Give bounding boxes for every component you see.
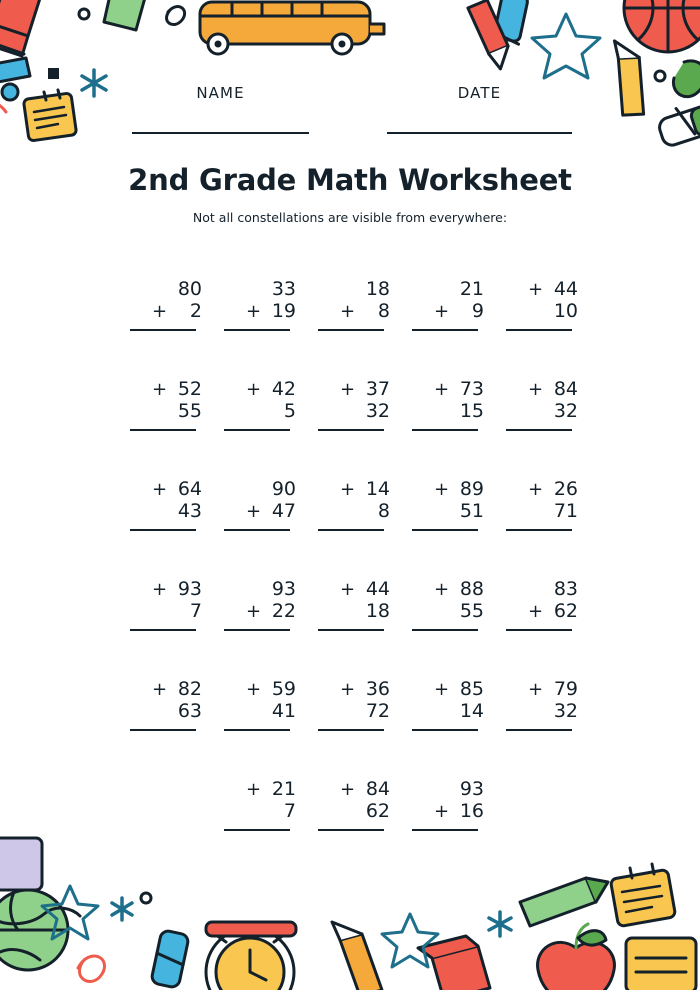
math-problem[interactable] [402,378,492,478]
math-problem[interactable] [308,278,398,378]
plus-operator-icon: + [528,601,544,622]
addend-top: 36 [365,678,390,700]
answer-line[interactable] [224,829,290,831]
addend-bottom: 5 [283,400,296,422]
plus-operator-icon: + [152,479,168,500]
addend-row [308,800,398,822]
addend-row [496,300,586,322]
addend-row [496,578,586,600]
addend-bottom: 10 [553,300,578,322]
plus-operator-icon: + [528,279,544,300]
addend-top: 21 [271,778,296,800]
answer-line[interactable] [318,329,384,331]
addend-row [120,278,210,300]
addend-row [120,578,210,600]
sparkle-icon [489,912,511,936]
math-problem[interactable] [496,378,586,478]
plus-operator-icon: + [434,301,450,322]
math-problem[interactable] [214,778,304,878]
addend-row [308,700,398,722]
problem-grid [118,278,588,878]
math-problem[interactable] [308,578,398,678]
crayon-icon [0,0,42,56]
addend-bottom: 16 [459,800,484,822]
addend-top: 64 [177,478,202,500]
addend-row [120,478,210,500]
answer-line[interactable] [224,529,290,531]
addend-bottom: 2 [189,300,202,322]
star-icon [532,14,600,78]
addend-top: 84 [365,778,390,800]
answer-line[interactable] [130,529,196,531]
addend-row [120,600,210,622]
plus-operator-icon: + [434,679,450,700]
addend-row [214,600,304,622]
dot-icon [655,71,665,81]
addend-row [120,300,210,322]
page-title: 2nd Grade Math Worksheet [128,163,572,197]
plus-operator-icon: + [246,501,262,522]
addend-row [402,800,492,822]
answer-line[interactable] [130,729,196,731]
eraser-icon [151,930,190,989]
math-problem[interactable] [308,478,398,578]
math-problem[interactable] [308,778,398,878]
addend-top: 93 [459,778,484,800]
math-problem[interactable] [120,578,210,678]
addend-row [496,600,586,622]
crayon-icon [520,878,608,926]
addend-bottom: 51 [459,500,484,522]
addend-row [308,600,398,622]
math-problem[interactable] [214,378,304,478]
addend-row [120,400,210,422]
addend-top: 44 [553,278,578,300]
math-problem[interactable] [496,578,586,678]
addend-top: 82 [177,678,202,700]
addend-row [214,500,304,522]
plus-operator-icon: + [246,779,262,800]
star-icon [382,914,438,967]
dot-icon [79,9,89,19]
addend-bottom: 15 [459,400,484,422]
pencil-icon [467,0,510,70]
answer-line[interactable] [412,429,478,431]
addend-bottom: 9 [471,300,484,322]
addend-row [496,478,586,500]
addend-row [402,700,492,722]
math-problem[interactable] [214,578,304,678]
plus-operator-icon: + [152,679,168,700]
addend-row [496,500,586,522]
addend-row [214,700,304,722]
date-field [387,84,572,134]
addend-bottom: 71 [553,500,578,522]
name-field [128,84,313,134]
answer-line[interactable] [130,329,196,331]
addend-row [308,578,398,600]
addend-row [120,678,210,700]
plus-operator-icon: + [340,779,356,800]
addend-row [214,478,304,500]
addend-row [402,600,492,622]
notepad-icon [610,864,675,927]
math-problem[interactable] [402,478,492,578]
addend-row [214,278,304,300]
plus-operator-icon: + [152,579,168,600]
name-write-line[interactable] [132,132,309,134]
addend-bottom: 8 [377,500,390,522]
answer-line[interactable] [224,729,290,731]
answer-line[interactable] [412,529,478,531]
answer-line[interactable] [412,829,478,831]
addend-row [402,578,492,600]
squiggle-icon [167,7,185,25]
plus-operator-icon: + [528,379,544,400]
plus-operator-icon: + [340,679,356,700]
worksheet-header [0,84,700,225]
addend-top: 21 [459,278,484,300]
addend-row [496,678,586,700]
addend-row [120,700,210,722]
addend-bottom: 32 [553,700,578,722]
addend-bottom: 55 [459,600,484,622]
addend-top: 93 [177,578,202,600]
addend-row [402,478,492,500]
date-label: DATE [457,84,502,102]
crayon-icon [104,0,146,30]
addend-row [402,278,492,300]
addend-row [214,578,304,600]
addend-bottom: 43 [177,500,202,522]
addend-row [308,278,398,300]
star-icon [42,886,98,939]
addend-top: 44 [365,578,390,600]
crayon-icon [418,936,490,990]
plus-operator-icon: + [152,379,168,400]
math-problem[interactable] [214,678,304,778]
addend-top: 33 [271,278,296,300]
addend-top: 89 [459,478,484,500]
math-problem[interactable] [120,678,210,778]
addend-top: 90 [271,478,296,500]
answer-line[interactable] [506,729,572,731]
date-write-line[interactable] [387,132,572,134]
addend-top: 80 [177,278,202,300]
addend-row [496,400,586,422]
addend-row [308,778,398,800]
addend-top: 73 [459,378,484,400]
basketball-icon [624,0,700,52]
page-subtitle: Not all constellations are visible from everywhere: [192,210,508,225]
alarm-clock-icon [206,922,296,990]
addend-row [402,678,492,700]
plus-operator-icon: + [246,301,262,322]
globe-icon [0,890,80,970]
addend-row [402,500,492,522]
name-label: NAME [196,84,245,102]
addend-row [214,300,304,322]
addend-row [120,378,210,400]
addend-top: 79 [553,678,578,700]
answer-line[interactable] [318,629,384,631]
addend-bottom: 32 [365,400,390,422]
math-problem[interactable] [308,378,398,478]
plus-operator-icon: + [152,301,168,322]
addend-bottom: 7 [189,600,202,622]
plus-operator-icon: + [434,479,450,500]
addend-row [402,400,492,422]
answer-line[interactable] [412,729,478,731]
plus-operator-icon: + [246,379,262,400]
answer-line[interactable] [318,829,384,831]
math-problem[interactable] [496,478,586,578]
math-problem[interactable] [402,778,492,878]
addend-row [214,678,304,700]
dot-icon [141,893,151,903]
addend-row [308,678,398,700]
addend-row [308,478,398,500]
plus-operator-icon: + [340,379,356,400]
addend-bottom: 63 [177,700,202,722]
answer-line[interactable] [224,329,290,331]
math-problem[interactable] [496,278,586,378]
addend-row [308,378,398,400]
math-problem[interactable] [402,278,492,378]
apple-icon [538,924,615,990]
addend-bottom: 19 [271,300,296,322]
addend-row [214,400,304,422]
plus-operator-icon: + [246,679,262,700]
math-problem[interactable] [214,278,304,378]
addend-bottom: 62 [553,600,578,622]
answer-line[interactable] [506,429,572,431]
addend-row [120,500,210,522]
addend-row [496,700,586,722]
addend-bottom: 72 [365,700,390,722]
addend-top: 84 [553,378,578,400]
addend-row [214,378,304,400]
addend-bottom: 22 [271,600,296,622]
bus-icon [200,2,384,54]
math-problem[interactable] [120,478,210,578]
addend-row [308,400,398,422]
addend-row [402,300,492,322]
pen-icon [494,0,529,44]
answer-line[interactable] [130,629,196,631]
plus-operator-icon: + [434,801,450,822]
answer-line[interactable] [318,529,384,531]
addend-top: 88 [459,578,484,600]
math-problem[interactable] [214,478,304,578]
answer-line[interactable] [412,629,478,631]
addend-row [214,800,304,822]
card-icon [626,938,696,990]
addend-bottom: 62 [365,800,390,822]
plus-operator-icon: + [528,679,544,700]
header-fields [0,84,700,134]
squiggle-icon [78,956,105,981]
plus-operator-icon: + [434,379,450,400]
addend-bottom: 55 [177,400,202,422]
addend-row [402,778,492,800]
answer-line[interactable] [506,529,572,531]
addend-bottom: 18 [365,600,390,622]
math-problem[interactable] [120,378,210,478]
answer-line[interactable] [224,429,290,431]
math-problem[interactable] [402,578,492,678]
answer-line[interactable] [412,329,478,331]
square-icon [48,68,59,79]
addend-top: 93 [271,578,296,600]
addend-row [402,378,492,400]
addend-bottom: 7 [283,800,296,822]
answer-line[interactable] [506,329,572,331]
card-icon [0,838,42,890]
addend-top: 26 [553,478,578,500]
addend-row [496,278,586,300]
addend-row [308,500,398,522]
answer-line[interactable] [224,629,290,631]
addend-top: 52 [177,378,202,400]
answer-line[interactable] [130,429,196,431]
addend-bottom: 32 [553,400,578,422]
answer-line[interactable] [506,629,572,631]
plus-operator-icon: + [528,479,544,500]
addend-row [496,378,586,400]
addend-top: 42 [271,378,296,400]
addend-bottom: 47 [271,500,296,522]
addend-top: 85 [459,678,484,700]
addend-bottom: 41 [271,700,296,722]
addend-row [214,778,304,800]
addend-bottom: 8 [377,300,390,322]
math-problem[interactable] [308,678,398,778]
addend-top: 83 [553,578,578,600]
math-problem[interactable] [496,678,586,778]
math-problem[interactable] [120,278,210,378]
addend-bottom: 14 [459,700,484,722]
pencil-icon [332,922,382,990]
addend-top: 14 [365,478,390,500]
math-problem[interactable] [402,678,492,778]
plus-operator-icon: + [340,579,356,600]
plus-operator-icon: + [340,479,356,500]
addend-top: 18 [365,278,390,300]
answer-line[interactable] [318,729,384,731]
addend-top: 37 [365,378,390,400]
sparkle-icon [112,898,132,920]
plus-operator-icon: + [434,579,450,600]
plus-operator-icon: + [246,601,262,622]
answer-line[interactable] [318,429,384,431]
plus-operator-icon: + [340,301,356,322]
addend-top: 59 [271,678,296,700]
addend-row [308,300,398,322]
